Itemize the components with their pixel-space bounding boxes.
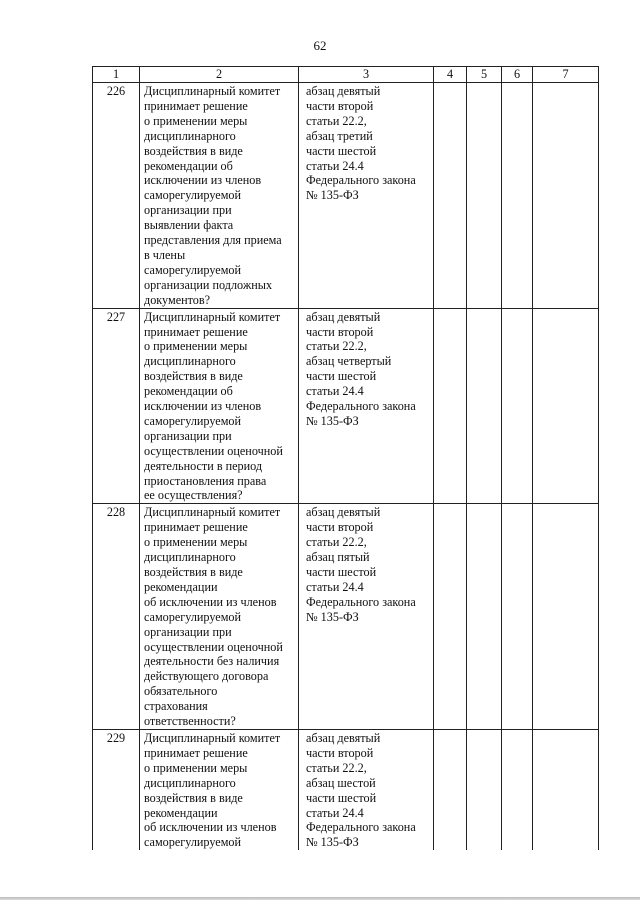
question-line: дисциплинарного [144,550,236,565]
header-cell-4: 4 [434,67,467,83]
question-line: воздействия в виде [144,143,243,158]
empty-cell-c4 [434,504,467,730]
reference-line: абзац шестой [306,775,376,790]
question-line: дисциплинарного [144,128,236,143]
reference-line: абзац девятый [306,505,381,520]
question-line: документов? [144,292,211,307]
reference-line: части второй [306,520,374,535]
question-line: принимает решение [144,745,248,760]
reference-line: части шестой [306,369,377,384]
reference-line: абзац девятый [306,309,381,324]
question-line: саморегулируемой [144,835,242,850]
reference-line: Федерального закона [306,820,416,835]
header-row [93,67,599,83]
header-cell-1: 1 [93,67,140,83]
reference-line: части шестой [306,143,377,158]
reference-line: Федерального закона [306,173,416,188]
legal-reference [299,83,434,309]
question-line: деятельности без наличия [144,654,280,669]
question-line: Дисциплинарный комитет [144,730,281,745]
question-line: об исключении из членов [144,820,277,835]
question-line: страхования [144,699,208,714]
question-line: Дисциплинарный комитет [144,309,281,324]
legal-reference [299,308,434,504]
question-line: рекомендации об [144,384,233,399]
page-number: 62 [313,38,327,53]
question-line: саморегулируемой [144,262,242,277]
question-line: организации подложных [144,277,273,292]
header-cell-7: 7 [533,67,599,83]
header-cell-3: 3 [299,67,434,83]
empty-cell-c5 [467,504,502,730]
empty-cell-c7 [533,504,599,730]
empty-cell-c7 [533,308,599,504]
row-number: 227 [93,308,140,504]
question-line: саморегулируемой [144,188,242,203]
question-line: в члены [144,247,186,262]
question-line: принимает решение [144,520,248,535]
question-line: Дисциплинарный комитет [144,84,281,98]
question-line: о применении меры [144,535,248,550]
legal-reference [299,729,434,850]
question-line: рекомендации об [144,158,233,173]
question-text [140,729,299,850]
legal-reference [299,504,434,730]
reference-line: статьи 24.4 [306,158,364,173]
question-line: воздействия в виде [144,565,243,579]
empty-cell-c4 [434,729,467,850]
question-line: саморегулируемой [144,413,242,428]
question-line: дисциплинарного [144,354,236,369]
question-line: организации при [144,624,232,639]
reference-line: статьи 22.2, [306,760,367,775]
empty-cell-c5 [467,729,502,850]
reference-line: статьи 24.4 [306,579,364,594]
reference-line: части второй [306,98,374,113]
reference-line: статьи 22.2, [306,339,367,354]
table-row [93,504,599,730]
question-line: представления для приема [144,233,282,248]
question-line: о применении меры [144,339,248,354]
empty-cell-c7 [533,83,599,309]
reference-line: абзац пятый [306,550,370,565]
reference-line: № 135-ФЗ [306,413,359,428]
reference-line: абзац третий [306,128,373,143]
question-line: об исключении из членов [144,594,277,609]
question-text [140,308,299,504]
question-line: организации при [144,428,232,443]
question-line: принимает решение [144,324,248,339]
question-line: принимает решение [144,98,248,113]
question-line: ее осуществления? [144,488,243,503]
reference-line: статьи 22.2, [306,113,367,128]
reference-line: № 135-ФЗ [306,609,359,624]
empty-cell-c6 [502,83,533,309]
question-line: обязательного [144,684,218,699]
header-cell-2: 2 [140,67,299,83]
question-line: дисциплинарного [144,775,236,790]
question-line: воздействия в виде [144,369,243,384]
reference-line: части второй [306,745,374,760]
reference-line: Федерального закона [306,594,416,609]
reference-line: статьи 24.4 [306,384,364,399]
empty-cell-c4 [434,308,467,504]
row-number: 229 [93,729,140,850]
row-number: 226 [93,83,140,309]
empty-cell-c5 [467,83,502,309]
question-line: ответственности? [144,714,236,729]
question-line: организации при [144,203,232,218]
question-line: действующего договора [144,669,269,684]
table-row [93,308,599,504]
question-line: деятельности в период [144,458,263,473]
reference-line: части шестой [306,565,377,579]
question-line: осуществлении оценочной [144,443,283,458]
question-text [140,504,299,730]
empty-cell-c4 [434,83,467,309]
question-line: рекомендации [144,579,218,594]
question-text [140,83,299,309]
questions-table [92,66,599,850]
empty-cell-c6 [502,308,533,504]
empty-cell-c6 [502,729,533,850]
header-cell-6: 6 [502,67,533,83]
row-number: 228 [93,504,140,730]
header-cell-5: 5 [467,67,502,83]
reference-line: абзац девятый [306,730,381,745]
reference-line: № 135-ФЗ [306,188,359,203]
question-line: о применении меры [144,760,248,775]
question-line: Дисциплинарный комитет [144,505,281,520]
question-line: осуществлении оценочной [144,639,283,654]
question-line: исключении из членов [144,399,262,414]
question-line: саморегулируемой [144,609,242,624]
reference-line: части второй [306,324,374,339]
question-line: рекомендации [144,805,218,820]
reference-line: статьи 24.4 [306,805,364,820]
table-row [93,83,599,309]
table-body [93,83,599,851]
reference-line: статьи 22.2, [306,535,367,550]
question-line: о применении меры [144,113,248,128]
reference-line: Федерального закона [306,399,416,414]
empty-cell-c7 [533,729,599,850]
question-line: выявлении факта [144,218,234,233]
reference-line: абзац четвертый [306,354,392,369]
question-line: исключении из членов [144,173,262,188]
question-line: воздействия в виде [144,790,243,805]
question-line: приостановления права [144,473,267,488]
empty-cell-c5 [467,308,502,504]
reference-line: части шестой [306,790,377,805]
scan-edge [0,897,640,900]
empty-cell-c6 [502,504,533,730]
reference-line: абзац девятый [306,84,381,98]
table-row [93,729,599,850]
reference-line: № 135-ФЗ [306,835,359,850]
